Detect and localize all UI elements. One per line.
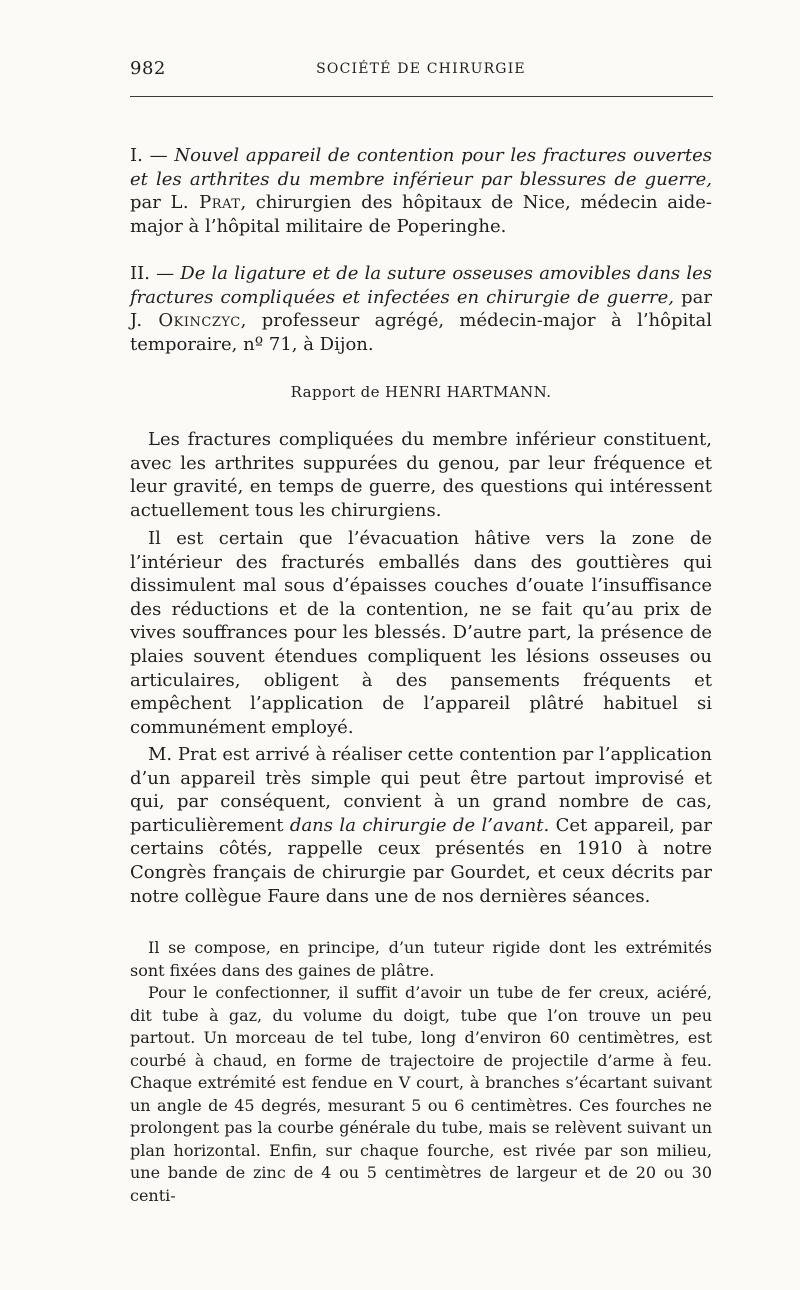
page-number: 982 — [130, 58, 166, 79]
bibliography-item-1 — [130, 144, 712, 238]
paragraph-1: Les fractures compliquées du membre inférieur constituent, avec les arthrites suppurées du genou, par leur fréquence et leur gravité, en temps de guerre, des questions qui intéressent actuellement tous les chirurgiens. — [130, 429, 712, 521]
report-attribution: Rapport de HENRI HARTMANN. — [290, 383, 552, 401]
item-title: De la ligature et de la suture osseuses amovibles dans les fractures compliquées et infectées en chirurgie de guerre, — [130, 263, 712, 308]
item-title: Nouvel appareil de contention pour les fractures ouvertes et les arthrites du membre inférieur par blessures de guerre, — [130, 145, 712, 190]
running-title: SOCIÉTÉ DE CHIRURGIE — [316, 61, 526, 77]
paragraph-3-emphasis: dans la chirurgie de l’avant. — [289, 814, 550, 836]
item-author: L. Prat — [170, 192, 241, 214]
paragraph-3 — [130, 743, 712, 908]
item-dash: — — [156, 263, 175, 284]
item-author: J. Okinczyc — [130, 310, 241, 332]
page-header — [130, 58, 712, 82]
item-by: par — [674, 286, 712, 308]
header-rule — [130, 96, 713, 97]
paragraph-3-text-b: Cet appareil, par certains côtés, rappelle ceux présentés en 1910 à notre Congrès français de chirurgie par Gourdet, et ceux décrits par notre collègue Faure dans une de nos dernières séances. — [130, 814, 712, 907]
item-by: par — [130, 192, 171, 214]
paragraph-2: Il est certain que l’évacuation hâtive vers la zone de l’intérieur des fracturés emballés dans des gouttières qui dissimulent mal sous d’épaisses couches d’ouate l’insuffisance des réductions et de la contention, ne se fait qu’au prix de vives souffrances pour les blessés. D’autre part, la présence de plaies souvent étendues compliquent les lésions osseuses ou articulaires, obligent à des pansements fréquents et empêchent l’application de l’appareil plâtré habituel si communément employé. — [130, 528, 712, 738]
item-rest: , chirurgien des hôpitaux de Nice, médecin aide-major à l’hôpital militaire de Poperinghe. — [130, 192, 712, 237]
paragraph-3-text-a: M. Prat est arrivé à réaliser cette contention par l’application d’un appareil très simple qui peut être partout improvisé et qui, par conséquent, convient à un grand nombre de cas, particulièrement — [130, 744, 712, 836]
item-dash: — — [149, 145, 168, 166]
paragraph-5: Pour le confectionner, il suffit d’avoir un tube de fer creux, aciéré, dit tube à gaz, du volume du doigt, tube que l’on trouve un peu partout. Un morceau de tel tube, long d’environ 60 centimètres, est courbé à chaud, en forme de trajectoire de projectile d’arme à feu. Chaque extrémité est fendue en V court, à branches s’écartant suivant un angle de 45 degrés, mesurant 5 ou 6 centimètres. Ces fourches ne prolongent pas la courbe générale du tube, mais se relèvent suivant un plan horizontal. Enfin, sur chaque fourche, est rivée par son milieu, une bande de zinc de 4 ou 5 centimètres de largeur et de 20 ou 30 centi- — [130, 983, 712, 1205]
item-numeral: II. — [130, 263, 150, 284]
bibliography-item-2 — [130, 262, 712, 356]
item-rest: , professeur agrégé, médecin-major à l’hôpital temporaire, nº 71, à Dijon. — [130, 310, 712, 355]
paragraph-4: Il se compose, en principe, d’un tuteur rigide dont les extrémités sont fixées dans des gaines de plâtre. — [130, 938, 712, 980]
item-numeral: I. — [130, 145, 143, 166]
